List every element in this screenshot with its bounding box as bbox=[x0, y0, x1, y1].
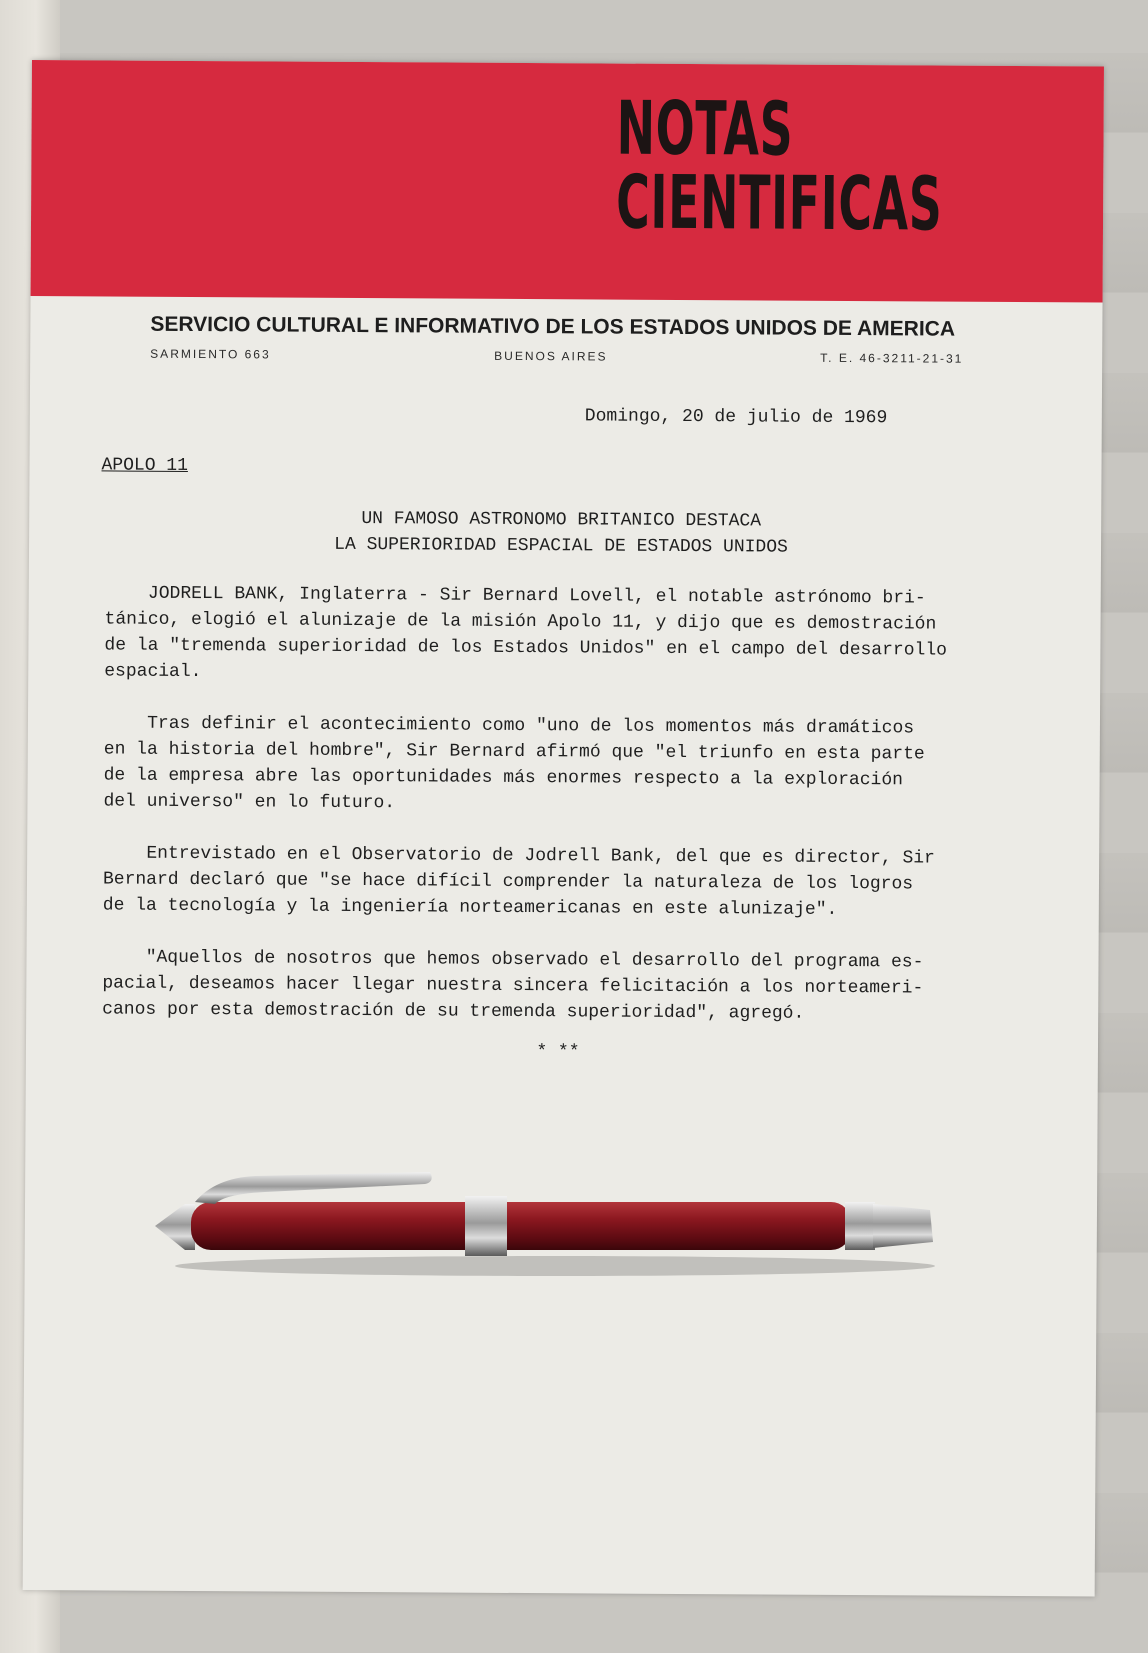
paragraph-line: JODRELL BANK, Inglaterra - Sir Bernard Lovell, el notable astrónomo bri- bbox=[104, 583, 926, 609]
paragraph bbox=[103, 710, 1024, 820]
paragraph-line: Tras definir el acontecimiento como "uno de los momentos más dramáticos bbox=[103, 713, 915, 739]
paragraph-line: canos por esta demostración de su tremenda superioridad", agregó. bbox=[102, 999, 805, 1024]
paragraph-line: del universo" en lo futuro. bbox=[103, 791, 396, 814]
paragraph bbox=[102, 944, 1022, 1028]
organization-name: SERVICIO CULTURAL E INFORMATIVO DE LOS ESTADOS UNIDOS DE AMERICA bbox=[150, 312, 956, 341]
paragraph-line: en la historia del hombre", Sir Bernard afirmó que "el triunfo en esta parte bbox=[103, 739, 925, 765]
paragraph bbox=[104, 580, 1025, 690]
organization-address: SARMIENTO 663 bbox=[150, 346, 271, 362]
headline-line1: UN FAMOSO ASTRONOMO BRITANICO DESTACA bbox=[361, 509, 762, 532]
end-mark: * ** bbox=[536, 1042, 580, 1063]
paragraph-line: tánico, elogió el alunizaje de la misión Apolo 11, y dijo que es demostración bbox=[104, 609, 937, 635]
document-date: Domingo, 20 de julio de 1969 bbox=[584, 406, 888, 429]
masthead-title-line1: NOTAS bbox=[616, 85, 794, 173]
organization-phone: T. E. 46-3211-21-31 bbox=[820, 350, 964, 366]
paragraph-line: Entrevistado en el Observatorio de Jodrell Bank, del que es director, Sir bbox=[103, 843, 935, 869]
paragraph-line: "Aquellos de nosotros que hemos observado el desarrollo del programa es- bbox=[102, 947, 924, 973]
article-body bbox=[102, 580, 1025, 1054]
paragraph-line: de la "tremenda superioridad de los Estados Unidos" en el campo del desarrollo bbox=[104, 635, 948, 661]
headline bbox=[101, 504, 1021, 562]
fountain-pen-photo bbox=[155, 1168, 935, 1278]
paragraph-line: espacial. bbox=[104, 661, 202, 683]
newsletter-page bbox=[23, 60, 1104, 1597]
paragraph bbox=[103, 840, 1023, 924]
section-label: APOLO 11 bbox=[101, 455, 189, 476]
organization-city: BUENOS AIRES bbox=[494, 348, 608, 364]
paragraph-line: Bernard declaró que "se hace difícil comprender la naturaleza de los logros bbox=[102, 869, 914, 895]
masthead-title-line2: CIENTIFICAS bbox=[615, 159, 943, 248]
headline-line2: LA SUPERIORIDAD ESPACIAL DE ESTADOS UNIDOS bbox=[334, 534, 788, 558]
paragraph-line: de la tecnología y la ingeniería norteamericanas en este alunizaje". bbox=[102, 895, 838, 920]
paragraph-line: pacial, deseamos hacer llegar nuestra sincera felicitación a los norteameri- bbox=[102, 973, 924, 999]
paragraph-line: de la empresa abre las oportunidades más enormes respecto a la exploración bbox=[103, 765, 904, 791]
masthead-title bbox=[615, 85, 943, 248]
